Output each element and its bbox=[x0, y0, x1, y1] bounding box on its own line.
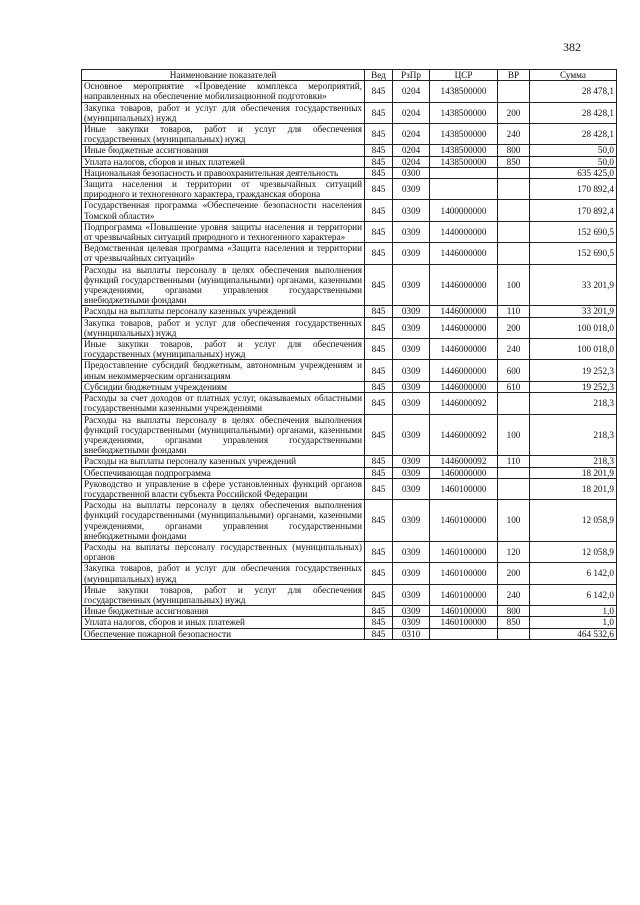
col-header-vr: ВР bbox=[498, 70, 530, 81]
cell-name: Субсидии бюджетным учреждениям bbox=[82, 381, 365, 392]
cell-vr: 850 bbox=[498, 156, 530, 167]
cell-sum: 19 252,3 bbox=[530, 381, 617, 392]
cell-csr: 1460000000 bbox=[430, 467, 498, 478]
cell-csr: 1460100000 bbox=[430, 584, 498, 605]
table-row bbox=[82, 145, 617, 156]
cell-ved: 845 bbox=[365, 414, 393, 456]
cell-sum: 152 690,5 bbox=[530, 243, 617, 264]
table-body bbox=[82, 81, 617, 640]
cell-rzpr: 0309 bbox=[393, 221, 430, 242]
cell-csr bbox=[430, 628, 498, 639]
cell-csr: 1438500000 bbox=[430, 145, 498, 156]
cell-csr: 1446000000 bbox=[430, 317, 498, 338]
cell-rzpr: 0204 bbox=[393, 102, 430, 123]
table-row bbox=[82, 179, 617, 200]
cell-rzpr: 0309 bbox=[393, 360, 430, 381]
cell-sum: 170 892,4 bbox=[530, 179, 617, 200]
table-row bbox=[82, 393, 617, 414]
cell-rzpr: 0309 bbox=[393, 243, 430, 264]
cell-csr: 1438500000 bbox=[430, 81, 498, 102]
table-row bbox=[82, 628, 617, 639]
col-header-rzpr: РзПр bbox=[393, 70, 430, 81]
cell-vr bbox=[498, 467, 530, 478]
cell-name: Основное мероприятие «Проведение комплекса мероприятий, направленных на обеспечение мобилизационной подготовки» bbox=[82, 81, 365, 102]
cell-vr bbox=[498, 628, 530, 639]
cell-name: Расходы на выплаты персоналу государственных (муниципальных) органов bbox=[82, 541, 365, 562]
table-row bbox=[82, 264, 617, 306]
cell-name: Закупка товаров, работ и услуг для обеспечения государственных (муниципальных) нужд bbox=[82, 102, 365, 123]
cell-sum: 218,3 bbox=[530, 456, 617, 467]
col-header-name: Наименование показателей bbox=[82, 70, 365, 81]
cell-ved: 845 bbox=[365, 381, 393, 392]
table-row bbox=[82, 243, 617, 264]
cell-csr: 1460100000 bbox=[430, 500, 498, 542]
cell-ved: 845 bbox=[365, 243, 393, 264]
cell-vr: 800 bbox=[498, 145, 530, 156]
cell-csr: 1440000000 bbox=[430, 221, 498, 242]
cell-rzpr: 0309 bbox=[393, 617, 430, 628]
table-row bbox=[82, 584, 617, 605]
cell-name: Расходы на выплаты персоналу в целях обеспечения выполнения функций государственными (муниципальными) органами, казенными учреждениями, органами управления государственными внебюджетными фондами bbox=[82, 500, 365, 542]
cell-vr bbox=[498, 167, 530, 178]
col-header-ved: Вед bbox=[365, 70, 393, 81]
cell-rzpr: 0309 bbox=[393, 179, 430, 200]
cell-ved: 845 bbox=[365, 81, 393, 102]
cell-sum: 170 892,4 bbox=[530, 200, 617, 221]
cell-sum: 6 142,0 bbox=[530, 563, 617, 584]
cell-sum: 1,0 bbox=[530, 617, 617, 628]
cell-vr: 240 bbox=[498, 584, 530, 605]
cell-rzpr: 0309 bbox=[393, 414, 430, 456]
cell-csr: 1446000000 bbox=[430, 264, 498, 306]
cell-ved: 845 bbox=[365, 467, 393, 478]
cell-vr: 240 bbox=[498, 124, 530, 145]
table-row bbox=[82, 541, 617, 562]
cell-csr: 1446000092 bbox=[430, 456, 498, 467]
table-row bbox=[82, 617, 617, 628]
cell-name: Закупка товаров, работ и услуг для обеспечения государственных (муниципальных) нужд bbox=[82, 317, 365, 338]
cell-sum: 18 201,9 bbox=[530, 478, 617, 499]
cell-rzpr: 0310 bbox=[393, 628, 430, 639]
cell-ved: 845 bbox=[365, 628, 393, 639]
cell-name: Иные закупки товаров, работ и услуг для обеспечения государственных (муниципальных) нужд bbox=[82, 124, 365, 145]
cell-rzpr: 0309 bbox=[393, 500, 430, 542]
table-row bbox=[82, 478, 617, 499]
table-row bbox=[82, 339, 617, 360]
table-row bbox=[82, 306, 617, 317]
cell-rzpr: 0309 bbox=[393, 467, 430, 478]
cell-ved: 845 bbox=[365, 500, 393, 542]
cell-rzpr: 0309 bbox=[393, 339, 430, 360]
cell-name: Предоставление субсидий бюджетным, автономным учреждениям и иным некоммерческим организациям bbox=[82, 360, 365, 381]
cell-csr: 1438500000 bbox=[430, 102, 498, 123]
cell-csr: 1460100000 bbox=[430, 617, 498, 628]
cell-vr: 200 bbox=[498, 102, 530, 123]
table-row bbox=[82, 467, 617, 478]
cell-vr: 200 bbox=[498, 317, 530, 338]
cell-rzpr: 0309 bbox=[393, 381, 430, 392]
cell-sum: 6 142,0 bbox=[530, 584, 617, 605]
cell-vr: 600 bbox=[498, 360, 530, 381]
cell-name: Иные бюджетные ассигнования bbox=[82, 145, 365, 156]
cell-ved: 845 bbox=[365, 584, 393, 605]
cell-vr: 100 bbox=[498, 414, 530, 456]
cell-vr: 850 bbox=[498, 617, 530, 628]
cell-rzpr: 0309 bbox=[393, 584, 430, 605]
cell-sum: 152 690,5 bbox=[530, 221, 617, 242]
cell-name: Закупка товаров, работ и услуг для обеспечения государственных (муниципальных) нужд bbox=[82, 563, 365, 584]
table-row bbox=[82, 500, 617, 542]
cell-ved: 845 bbox=[365, 360, 393, 381]
cell-sum: 218,3 bbox=[530, 414, 617, 456]
cell-name: Уплата налогов, сборов и иных платежей bbox=[82, 617, 365, 628]
cell-csr: 1446000000 bbox=[430, 243, 498, 264]
cell-ved: 845 bbox=[365, 393, 393, 414]
table-row bbox=[82, 360, 617, 381]
cell-rzpr: 0204 bbox=[393, 124, 430, 145]
cell-ved: 845 bbox=[365, 339, 393, 360]
cell-csr: 1438500000 bbox=[430, 156, 498, 167]
cell-csr bbox=[430, 179, 498, 200]
cell-csr: 1400000000 bbox=[430, 200, 498, 221]
table-row bbox=[82, 317, 617, 338]
col-header-sum: Сумма bbox=[530, 70, 617, 81]
cell-ved: 845 bbox=[365, 102, 393, 123]
cell-name: Государственная программа «Обеспечение безопасности населения Томской области» bbox=[82, 200, 365, 221]
cell-name: Расходы на выплаты персоналу в целях обеспечения выполнения функций государственными (муниципальными) органами, казенными учреждениями, органами управления государственными внебюджетными фондами bbox=[82, 414, 365, 456]
cell-ved: 845 bbox=[365, 167, 393, 178]
cell-rzpr: 0309 bbox=[393, 541, 430, 562]
cell-sum: 100 018,0 bbox=[530, 317, 617, 338]
cell-vr: 110 bbox=[498, 456, 530, 467]
cell-sum: 33 201,9 bbox=[530, 306, 617, 317]
cell-rzpr: 0204 bbox=[393, 81, 430, 102]
cell-name: Подпрограмма «Повышение уровня защиты населения и территории от чрезвычайных ситуаций природного и техногенного характера» bbox=[82, 221, 365, 242]
cell-csr: 1460100000 bbox=[430, 563, 498, 584]
cell-sum: 19 252,3 bbox=[530, 360, 617, 381]
cell-ved: 845 bbox=[365, 456, 393, 467]
cell-csr: 1446000000 bbox=[430, 306, 498, 317]
cell-name: Обеспечение пожарной безопасности bbox=[82, 628, 365, 639]
col-header-csr: ЦСР bbox=[430, 70, 498, 81]
cell-vr: 110 bbox=[498, 306, 530, 317]
cell-rzpr: 0204 bbox=[393, 156, 430, 167]
cell-sum: 28 428,1 bbox=[530, 124, 617, 145]
cell-ved: 845 bbox=[365, 478, 393, 499]
cell-ved: 845 bbox=[365, 306, 393, 317]
table-row bbox=[82, 124, 617, 145]
cell-name: Иные бюджетные ассигнования bbox=[82, 606, 365, 617]
cell-name: Ведомственная целевая программа «Защита населения и территории от чрезвычайных ситуаций» bbox=[82, 243, 365, 264]
cell-ved: 845 bbox=[365, 563, 393, 584]
cell-name: Расходы за счет доходов от платных услуг, оказываемых областными государственными казенными учреждениями bbox=[82, 393, 365, 414]
cell-csr: 1446000092 bbox=[430, 414, 498, 456]
cell-rzpr: 0309 bbox=[393, 264, 430, 306]
cell-vr: 610 bbox=[498, 381, 530, 392]
cell-sum: 12 058,9 bbox=[530, 541, 617, 562]
cell-vr bbox=[498, 200, 530, 221]
table-row bbox=[82, 81, 617, 102]
cell-sum: 28 478,1 bbox=[530, 81, 617, 102]
cell-name: Расходы на выплаты персоналу казенных учреждений bbox=[82, 306, 365, 317]
cell-vr: 200 bbox=[498, 563, 530, 584]
cell-name: Обеспечивающая подпрограмма bbox=[82, 467, 365, 478]
cell-sum: 50,0 bbox=[530, 145, 617, 156]
cell-sum: 100 018,0 bbox=[530, 339, 617, 360]
cell-rzpr: 0309 bbox=[393, 306, 430, 317]
table-row bbox=[82, 606, 617, 617]
cell-sum: 50,0 bbox=[530, 156, 617, 167]
cell-csr: 1460100000 bbox=[430, 541, 498, 562]
table-row bbox=[82, 102, 617, 123]
cell-ved: 845 bbox=[365, 145, 393, 156]
cell-ved: 845 bbox=[365, 541, 393, 562]
cell-vr bbox=[498, 243, 530, 264]
cell-ved: 845 bbox=[365, 156, 393, 167]
cell-csr: 1460100000 bbox=[430, 606, 498, 617]
cell-sum: 1,0 bbox=[530, 606, 617, 617]
cell-ved: 845 bbox=[365, 221, 393, 242]
table-row bbox=[82, 221, 617, 242]
table-row bbox=[82, 381, 617, 392]
cell-sum: 18 201,9 bbox=[530, 467, 617, 478]
cell-vr bbox=[498, 478, 530, 499]
cell-name: Расходы на выплаты персоналу казенных учреждений bbox=[82, 456, 365, 467]
cell-name: Руководство и управление в сфере установленных функций органов государственной власти субъекта Российской Федерации bbox=[82, 478, 365, 499]
cell-vr bbox=[498, 81, 530, 102]
cell-rzpr: 0204 bbox=[393, 145, 430, 156]
cell-rzpr: 0309 bbox=[393, 393, 430, 414]
cell-vr: 100 bbox=[498, 500, 530, 542]
cell-sum: 464 532,6 bbox=[530, 628, 617, 639]
cell-name: Защита населения и территории от чрезвычайных ситуаций природного и техногенного характера, гражданская оборона bbox=[82, 179, 365, 200]
cell-vr bbox=[498, 221, 530, 242]
cell-csr: 1446000092 bbox=[430, 393, 498, 414]
cell-rzpr: 0309 bbox=[393, 606, 430, 617]
cell-name: Национальная безопасность и правоохранительная деятельность bbox=[82, 167, 365, 178]
cell-csr: 1460100000 bbox=[430, 478, 498, 499]
cell-csr: 1446000000 bbox=[430, 339, 498, 360]
budget-table bbox=[81, 69, 617, 640]
cell-vr: 120 bbox=[498, 541, 530, 562]
cell-rzpr: 0309 bbox=[393, 317, 430, 338]
table-row bbox=[82, 167, 617, 178]
cell-csr: 1446000000 bbox=[430, 381, 498, 392]
table-row bbox=[82, 456, 617, 467]
cell-ved: 845 bbox=[365, 264, 393, 306]
cell-name: Иные закупки товаров, работ и услуг для обеспечения государственных (муниципальных) нужд bbox=[82, 584, 365, 605]
cell-vr: 100 bbox=[498, 264, 530, 306]
cell-vr bbox=[498, 393, 530, 414]
cell-sum: 28 428,1 bbox=[530, 102, 617, 123]
cell-rzpr: 0309 bbox=[393, 563, 430, 584]
cell-ved: 845 bbox=[365, 200, 393, 221]
cell-csr bbox=[430, 167, 498, 178]
cell-sum: 12 058,9 bbox=[530, 500, 617, 542]
table-row bbox=[82, 563, 617, 584]
cell-name: Иные закупки товаров, работ и услуг для обеспечения государственных (муниципальных) нужд bbox=[82, 339, 365, 360]
table-row bbox=[82, 200, 617, 221]
cell-name: Уплата налогов, сборов и иных платежей bbox=[82, 156, 365, 167]
cell-sum: 33 201,9 bbox=[530, 264, 617, 306]
table-header-row bbox=[82, 70, 617, 81]
cell-ved: 845 bbox=[365, 606, 393, 617]
page-number: 382 bbox=[563, 40, 581, 54]
cell-rzpr: 0300 bbox=[393, 167, 430, 178]
table-row bbox=[82, 414, 617, 456]
cell-name: Расходы на выплаты персоналу в целях обеспечения выполнения функций государственными (муниципальными) органами, казенными учреждениями, органами управления государственными внебюджетными фондами bbox=[82, 264, 365, 306]
cell-csr: 1446000000 bbox=[430, 360, 498, 381]
cell-ved: 845 bbox=[365, 124, 393, 145]
cell-rzpr: 0309 bbox=[393, 200, 430, 221]
cell-rzpr: 0309 bbox=[393, 456, 430, 467]
cell-sum: 218,3 bbox=[530, 393, 617, 414]
cell-vr: 240 bbox=[498, 339, 530, 360]
cell-rzpr: 0309 bbox=[393, 478, 430, 499]
cell-csr: 1438500000 bbox=[430, 124, 498, 145]
cell-ved: 845 bbox=[365, 179, 393, 200]
cell-vr bbox=[498, 179, 530, 200]
cell-vr: 800 bbox=[498, 606, 530, 617]
cell-ved: 845 bbox=[365, 617, 393, 628]
cell-sum: 635 425,0 bbox=[530, 167, 617, 178]
cell-ved: 845 bbox=[365, 317, 393, 338]
table-row bbox=[82, 156, 617, 167]
